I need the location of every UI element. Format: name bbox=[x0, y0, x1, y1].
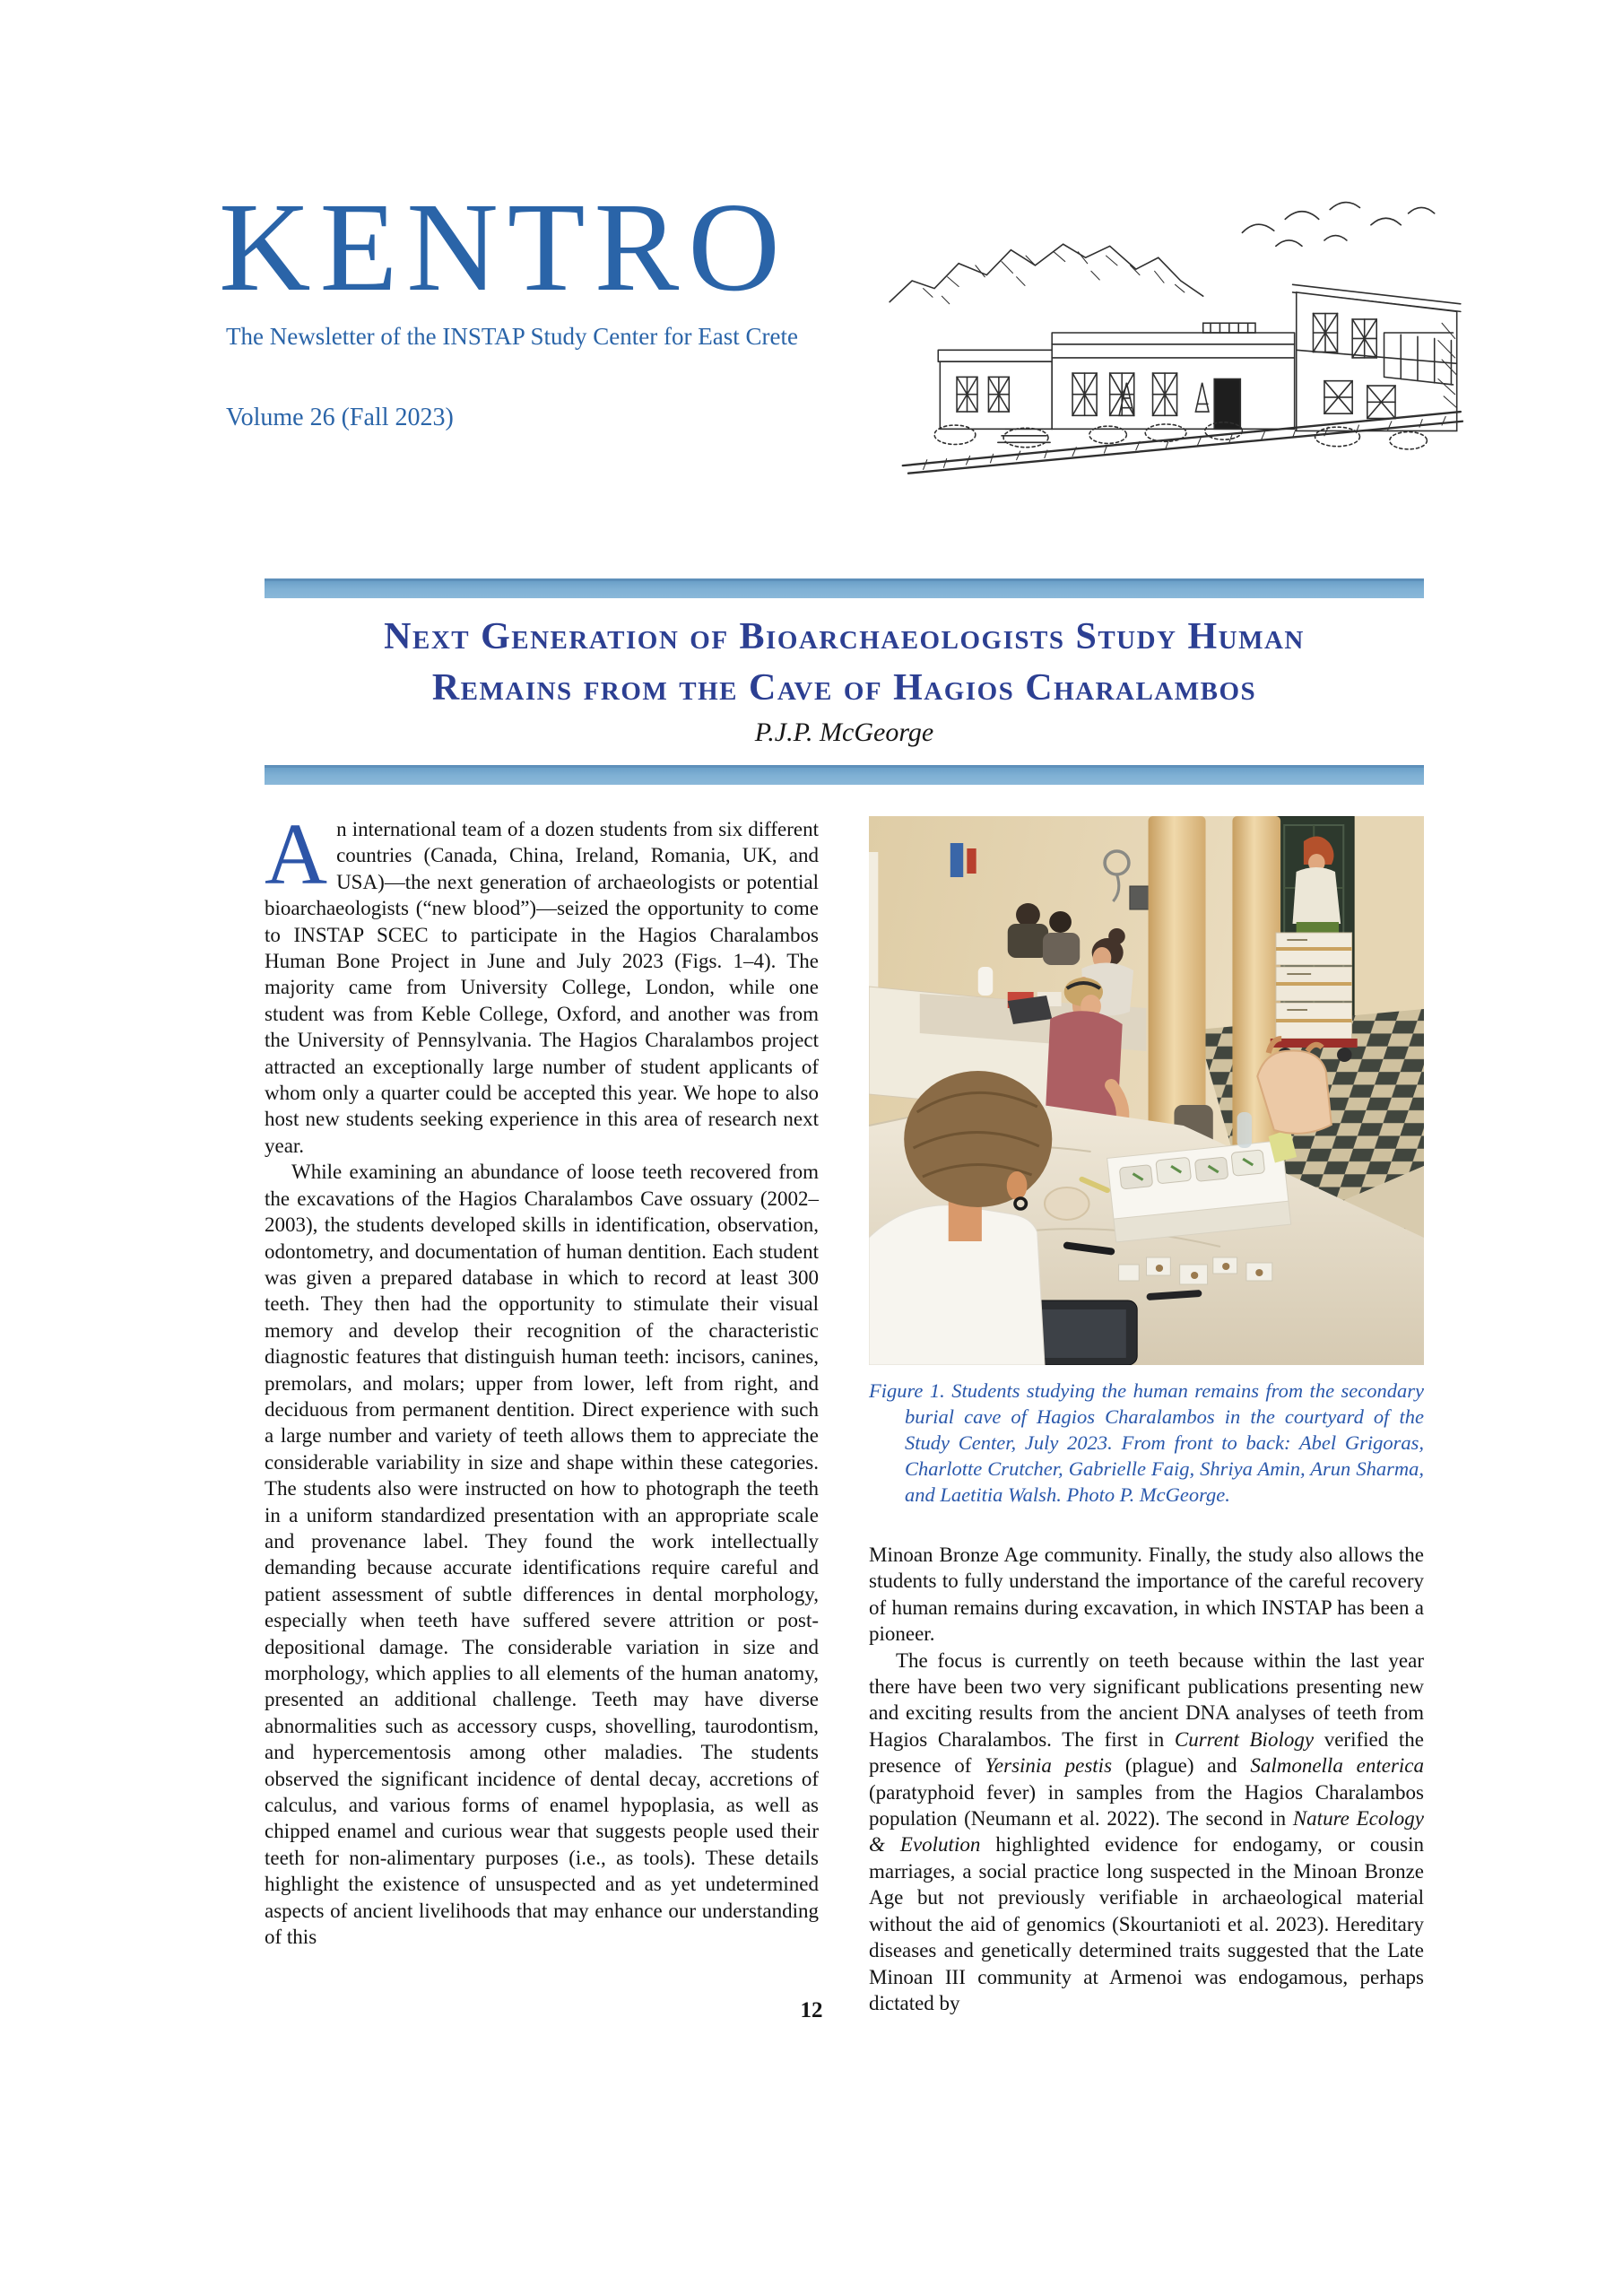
paragraph-1-text: n international team of a dozen students from six different countries (Canada, China, Ireland, Romania, UK, and USA)—the next generation of archaeologists or potential bioarchaeologists (“new blood”)—seized the opportunity to come to INSTAP SCEC to participate in the Hagios Charalambos Human Bone Project in June and July 2023 (Figs. 1–4). The majority came from University College, London, while one student was from Keble College, Oxford, and another was from the University of Pennsylvania. The Hagios Charalambos project attracted an exceptionally large number of student applicants of whom only a quarter could be accepted this year. We hope to also host new students seeking experience in this area of research next year. bbox=[265, 818, 819, 1157]
figure-1 bbox=[869, 816, 1424, 1508]
divider-bar-top bbox=[265, 578, 1424, 598]
newsletter-logo: KENTRO bbox=[219, 176, 789, 317]
paragraph-4-text: The focus is currently on teeth because within the last year there have been two very significant publications presenting new and exciting results from the ancient DNA analyses of teeth from Hagios Charalambos. The first in bbox=[869, 1648, 1424, 1751]
paragraph-3: Minoan Bronze Age community. Finally, the study also allows the students to fully understand the importance of the careful recovery of human remains during excavation, in which INSTAP has been a pioneer. bbox=[869, 1544, 1424, 1646]
paragraph-4-text: verified the presence of bbox=[869, 1727, 1424, 1778]
left-column bbox=[265, 806, 819, 2016]
dropcap-letter: A bbox=[265, 806, 328, 902]
article-title-line2: Remains from the Cave of Hagios Charalambos bbox=[431, 667, 1257, 709]
journal-title: Current Biology bbox=[1174, 1727, 1315, 1751]
paragraph-4 bbox=[869, 1648, 1424, 2017]
figure-1-caption: Figure 1. Students studying the human remains from the secondary burial cave of Hagios Charalambos in the courtyard of the Study Center, July 2023. From front to back: Abel Grigoras, Charlotte Crutcher, Gabrielle Faig, Shriya Amin, Arun Sharma, and Laetitia Walsh. Photo P. McGeorge. bbox=[869, 1379, 1424, 1506]
article-title bbox=[265, 612, 1424, 714]
page-number: 12 bbox=[800, 1998, 823, 2022]
divider-bar-bottom bbox=[265, 765, 1424, 785]
paragraph-4-text: (plague) and bbox=[1112, 1754, 1251, 1778]
masthead-subtitle: The Newsletter of the INSTAP Study Center for East Crete bbox=[226, 323, 798, 350]
species-name: Yersinia pestis bbox=[985, 1754, 1113, 1778]
right-column bbox=[869, 816, 1424, 2016]
article-title-line1: Next Generation of Bioarchaeologists Study Human bbox=[384, 616, 1305, 657]
journal-title: Nature Ecology & Evolution bbox=[869, 1807, 1424, 1857]
article-author: P.J.P. McGeorge bbox=[754, 718, 934, 747]
article-body bbox=[265, 806, 1424, 2016]
species-name: Salmonella enterica bbox=[1250, 1754, 1424, 1778]
paragraph-4-text: (paratyphoid fever) in samples from the Hagios Charalambos population (Neumann et al. 2022). The second in bbox=[869, 1780, 1424, 1831]
study-center-illustration bbox=[886, 188, 1464, 477]
paragraph-4-text: highlighted evidence for endogamy, or cousin marriages, a social practice long suspected in the Minoan Bronze Age but not previously verifiable in archaeological material without the aid of genomics (Skourtanioti et al. 2023). Hereditary diseases and genetically determined traits suggested that the Late Minoan III community at Armenoi was endogamous, perhaps dictated by bbox=[869, 1833, 1424, 2014]
paragraph-2: While examining an abundance of loose teeth recovered from the excavations of the Hagios Charalambos Cave ossuary (2002–2003), the students developed skills in identification, observation, odontometry, and documentation of human dentition. Each student was given a prepared database in which to record at least 300 teeth. They then had the opportunity to stimulate their visual memory and develop their recognition of the characteristic diagnostic features that distinguish human teeth: incisors, canines, premolars, and molars; upper from lower, left from right, and deciduous from permanent dentition. Direct experience with such a large number and variety of teeth allows them to appreciate the considerable variability in size and shape within these categories. The students also were instructed on how to photograph the teeth in a uniform standardized presentation with an appropriate scale and provenance label. They found the work intellectually demanding because accurate identifications require careful and patient assessment of subtle differences in dental morphology, especially when teeth have suffered severe attrition or post-depositional damage. The considerable variation in size and morphology, which applies to all elements of the human anatomy, presented an additional challenge. Teeth may have diverse abnormalities such as accessory cusps, shovelling, taurodontism, and hypercementosis among other maladies. The students observed the significant incidence of dental decay, accretions of calculus, and various forms of enamel hypoplasia, as well as chipped enamel and curious wear that suggests people used their teeth for non-alimentary purposes (i.e., as tools). These details highlight the existence of unsuspected and as yet undetermined aspects of ancient livelihoods that may enhance our understanding of this bbox=[265, 1161, 819, 1949]
volume-line: Volume 26 (Fall 2023) bbox=[226, 404, 454, 431]
paragraph-1 bbox=[265, 806, 819, 1159]
figure-1-photo bbox=[869, 816, 1424, 1365]
